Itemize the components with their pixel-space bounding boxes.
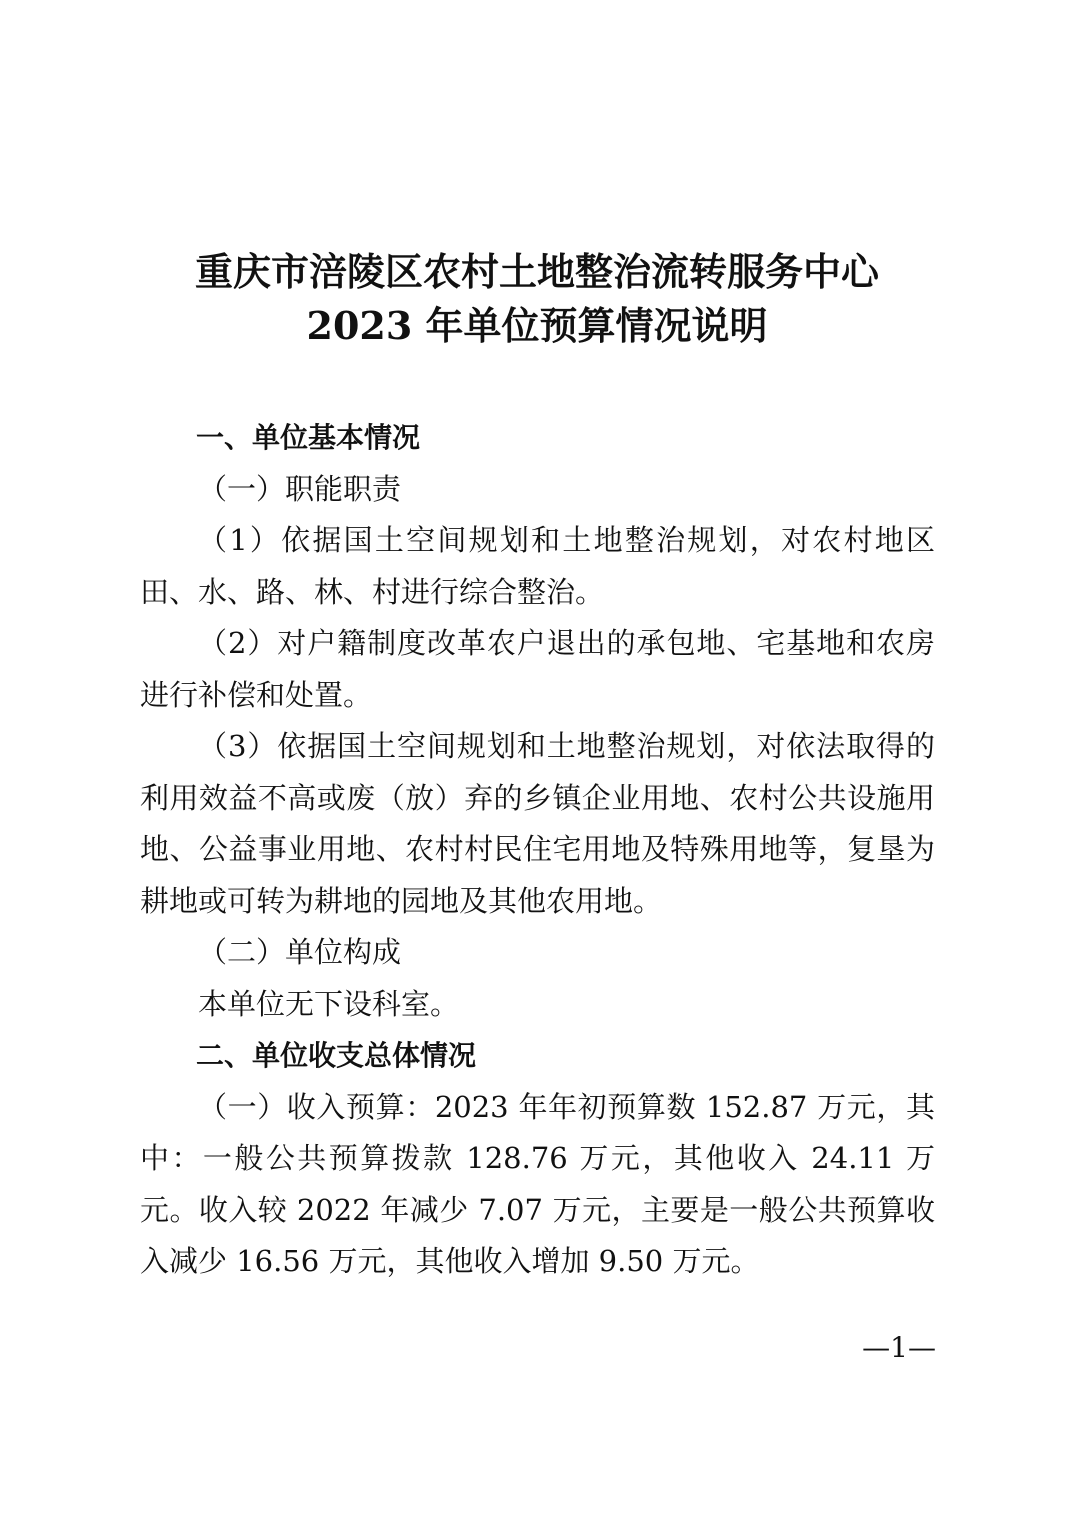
paragraph-duty-1: （1）依据国土空间规划和土地整治规划，对农村地区田、水、路、林、村进行综合整治。 bbox=[140, 523, 935, 609]
document-title-line2: 2023 年单位预算情况说明 bbox=[306, 303, 768, 348]
document-title-line1: 重庆市涪陵区农村土地整治流转服务中心 bbox=[194, 249, 879, 294]
paragraph-duty-3: （3）依据国土空间规划和土地整治规划，对依法取得的利用效益不高或废（放）弃的乡镇企业用地、农村公共设施用地、公益事业用地、农村村民住宅用地及特殊用地等，复垦为耕地或可转为耕地的园地及其他农用地。 bbox=[140, 729, 935, 918]
section-heading-2: 二、单位收支总体情况 bbox=[196, 1039, 477, 1072]
paragraph-income-budget: （一）收入预算：2023 年年初预算数 152.87 万元，其中：一般公共预算拨款 128.76 万元，其他收入 24.11 万元。收入较 2022 年减少 7.07 万元，主要是一般公共预算收入减少 16.56 万元，其他收入增加 9.50 万元。 bbox=[140, 1089, 935, 1278]
subsection-heading-structure: （二）单位构成 bbox=[198, 935, 402, 969]
page-number: —1— bbox=[862, 1331, 936, 1364]
subsection-heading-duties: （一）职能职责 bbox=[198, 471, 402, 506]
section-heading-1: 一、单位基本情况 bbox=[196, 421, 421, 454]
document-body bbox=[140, 412, 935, 1288]
paragraph-duty-2: （2）对户籍制度改革农户退出的承包地、宅基地和农房进行补偿和处置。 bbox=[140, 626, 935, 712]
paragraph-structure: 本单位无下设科室。 bbox=[198, 986, 460, 1021]
